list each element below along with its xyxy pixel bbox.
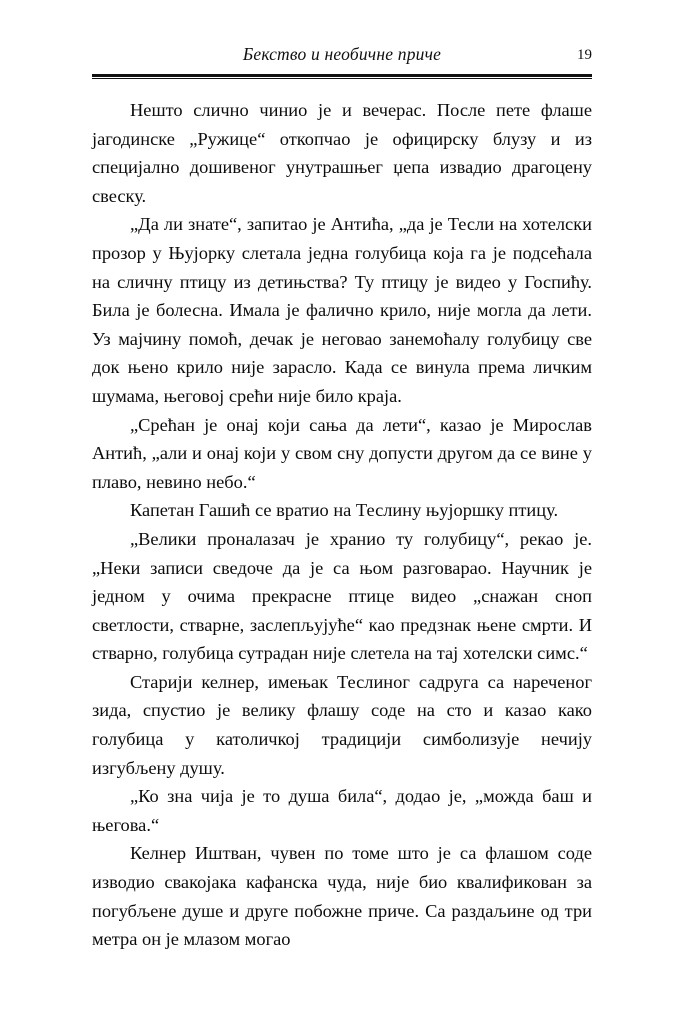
header-rule-thin [92,78,592,79]
paragraph: Келнер Иштван, чувен по томе што је са флашом соде изводио свакојака кафанска чуда, није био квалификован за погубљене душе и друге побожне приче. Са раздаљине од три метра он је млазом могао [92,843,592,950]
body-text [92,96,592,954]
paragraph: Старији келнер, имењак Теслиног садруга са нареченог зида, спустио је велику флашу соде на сто и казао како голубица у католичкој традицији симболизује нечију изгубљену душу. [92,671,592,778]
paragraph: Капетан Гашић се вратио на Теслину њујоршку птицу. [130,500,559,521]
paragraph: Нешто слично чинио је и вечерас. После пете флаше јагодинске „Ружице“ откопчао је официрску блузу и из специјално дошивеног унутрашњег џепа извадио драгоцену свеску. [92,100,592,206]
header-divider [92,74,592,79]
page-header [92,44,592,70]
page-number: 19 [577,47,592,63]
paragraph: „Да ли знате“, запитао је Антића, „да је Тесли на хотелски прозор у Њујорку слетала једна голубица која га је подсећала на сличну птицу из детињства? Ту птицу је видео у Госпићу. Била је болесна. Имала је фалично крило, није могла да лети. Уз мајчину помоћ, дечак је неговао занемоћалу голубицу све док њено крило није зарасло. Када се винула према личким шумама, његовој срећи није било краја. [92,214,592,406]
paragraph: „Велики проналазач је хранио ту голубицу“, рекао је. „Неки записи сведоче да је са њом разговарао. Научник је једном у очима прекрасне птице видео „снажан сноп светлости, стварне, заслепљујуће“ као предзнак њене смрти. И стварно, голубица сутрадан није слетела на тај хотелски симс.“ [92,528,592,664]
paragraph: „Ко зна чија је то душа била“, додао је, „можда баш и његова.“ [92,786,592,835]
paragraph: „Срећан је онај који сања да лети“, казао је Мирослав Антић, „али и онај који у свом сну допусти другом да се вине у плаво, невино небо.“ [92,414,592,492]
running-title: Бекство и необичне приче [242,44,442,64]
